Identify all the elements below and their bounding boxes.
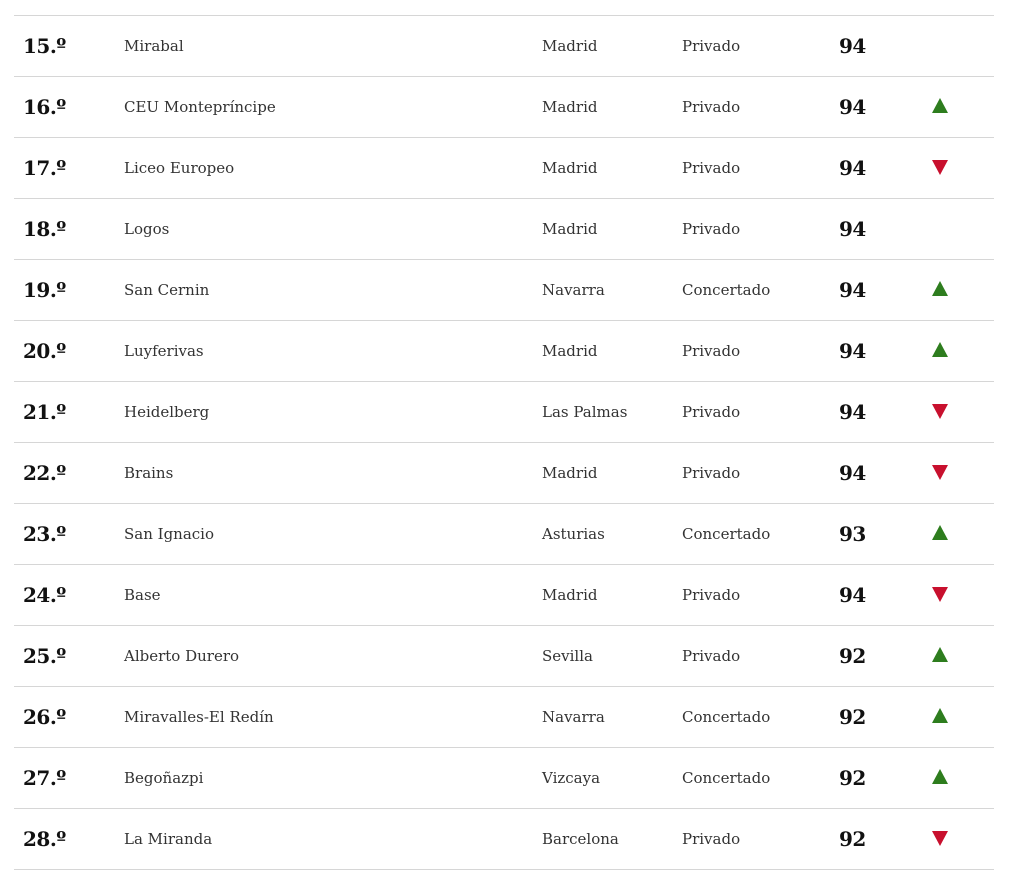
province: Madrid <box>542 464 598 482</box>
score: 94 <box>839 461 866 485</box>
trend-indicator <box>931 77 949 137</box>
rank-position: 15.º <box>23 34 66 58</box>
score: 94 <box>839 95 866 119</box>
province: Madrid <box>542 159 598 177</box>
trend-down-icon <box>931 463 949 481</box>
province: Madrid <box>542 342 598 360</box>
table-row <box>14 443 994 504</box>
table-row <box>14 77 994 138</box>
school-name: Miravalles-El Redín <box>124 708 274 726</box>
school-type: Privado <box>682 159 741 177</box>
trend-indicator <box>931 809 949 869</box>
score: 92 <box>839 644 866 668</box>
trend-indicator <box>931 260 949 320</box>
score: 94 <box>839 217 866 241</box>
trend-indicator <box>931 138 949 198</box>
school-type: Privado <box>682 220 741 238</box>
school-name: Base <box>124 586 161 604</box>
school-type: Privado <box>682 37 741 55</box>
trend-indicator <box>931 382 949 442</box>
province: Madrid <box>542 586 598 604</box>
province: Barcelona <box>542 830 619 848</box>
province: Madrid <box>542 37 598 55</box>
table-row <box>14 687 994 748</box>
province: Madrid <box>542 98 598 116</box>
school-name: Luyferivas <box>124 342 204 360</box>
school-type: Privado <box>682 403 741 421</box>
table-row <box>14 321 994 382</box>
province: Las Palmas <box>542 403 628 421</box>
trend-indicator <box>931 504 949 564</box>
trend-down-icon <box>931 585 949 603</box>
school-type: Privado <box>682 98 741 116</box>
school-name: Heidelberg <box>124 403 210 421</box>
school-type: Concertado <box>682 281 771 299</box>
trend-indicator <box>931 565 949 625</box>
school-type: Privado <box>682 342 741 360</box>
ranking-table <box>14 15 994 870</box>
trend-up-icon <box>931 768 949 786</box>
table-row <box>14 565 994 626</box>
table-row <box>14 748 994 809</box>
trend-down-icon <box>931 829 949 847</box>
score: 92 <box>839 705 866 729</box>
rank-position: 27.º <box>23 766 66 790</box>
rank-position: 24.º <box>23 583 66 607</box>
school-name: Alberto Durero <box>124 647 240 665</box>
rank-position: 20.º <box>23 339 66 363</box>
school-name: San Ignacio <box>124 525 215 543</box>
province: Asturias <box>542 525 605 543</box>
province: Vizcaya <box>542 769 601 787</box>
table-row <box>14 382 994 443</box>
table-row <box>14 16 994 77</box>
score: 94 <box>839 278 866 302</box>
trend-up-icon <box>931 646 949 664</box>
rank-position: 18.º <box>23 217 66 241</box>
school-name: Brains <box>124 464 174 482</box>
score: 94 <box>839 583 866 607</box>
rank-position: 19.º <box>23 278 66 302</box>
rank-position: 26.º <box>23 705 66 729</box>
trend-up-icon <box>931 280 949 298</box>
trend-indicator <box>931 321 949 381</box>
school-type: Privado <box>682 464 741 482</box>
school-type: Concertado <box>682 708 771 726</box>
trend-up-icon <box>931 97 949 115</box>
trend-indicator <box>931 687 949 747</box>
table-row <box>14 809 994 870</box>
trend-indicator <box>931 199 949 259</box>
school-type: Concertado <box>682 525 771 543</box>
school-name: Mirabal <box>124 37 184 55</box>
province: Sevilla <box>542 647 593 665</box>
table-row <box>14 260 994 321</box>
table-row <box>14 626 994 687</box>
province: Navarra <box>542 708 605 726</box>
trend-indicator <box>931 748 949 808</box>
province: Madrid <box>542 220 598 238</box>
score: 92 <box>839 766 866 790</box>
rank-position: 17.º <box>23 156 66 180</box>
school-type: Privado <box>682 586 741 604</box>
trend-indicator <box>931 626 949 686</box>
school-name: Begoñazpi <box>124 769 204 787</box>
trend-indicator <box>931 16 949 76</box>
score: 94 <box>839 339 866 363</box>
school-name: Liceo Europeo <box>124 159 235 177</box>
school-type: Concertado <box>682 769 771 787</box>
score: 93 <box>839 522 866 546</box>
trend-indicator <box>931 443 949 503</box>
score: 94 <box>839 400 866 424</box>
school-type: Privado <box>682 647 741 665</box>
school-name: Logos <box>124 220 170 238</box>
trend-up-icon <box>931 341 949 359</box>
rank-position: 21.º <box>23 400 66 424</box>
trend-up-icon <box>931 707 949 725</box>
score: 92 <box>839 827 866 851</box>
rank-position: 28.º <box>23 827 66 851</box>
table-row <box>14 504 994 565</box>
rank-position: 23.º <box>23 522 66 546</box>
table-row <box>14 138 994 199</box>
province: Navarra <box>542 281 605 299</box>
trend-down-icon <box>931 402 949 420</box>
trend-up-icon <box>931 524 949 542</box>
table-row <box>14 199 994 260</box>
rank-position: 16.º <box>23 95 66 119</box>
trend-down-icon <box>931 158 949 176</box>
score: 94 <box>839 156 866 180</box>
school-type: Privado <box>682 830 741 848</box>
school-name: San Cernin <box>124 281 210 299</box>
rank-position: 25.º <box>23 644 66 668</box>
rank-position: 22.º <box>23 461 66 485</box>
score: 94 <box>839 34 866 58</box>
school-name: La Miranda <box>124 830 213 848</box>
school-name: CEU Montepríncipe <box>124 98 276 116</box>
